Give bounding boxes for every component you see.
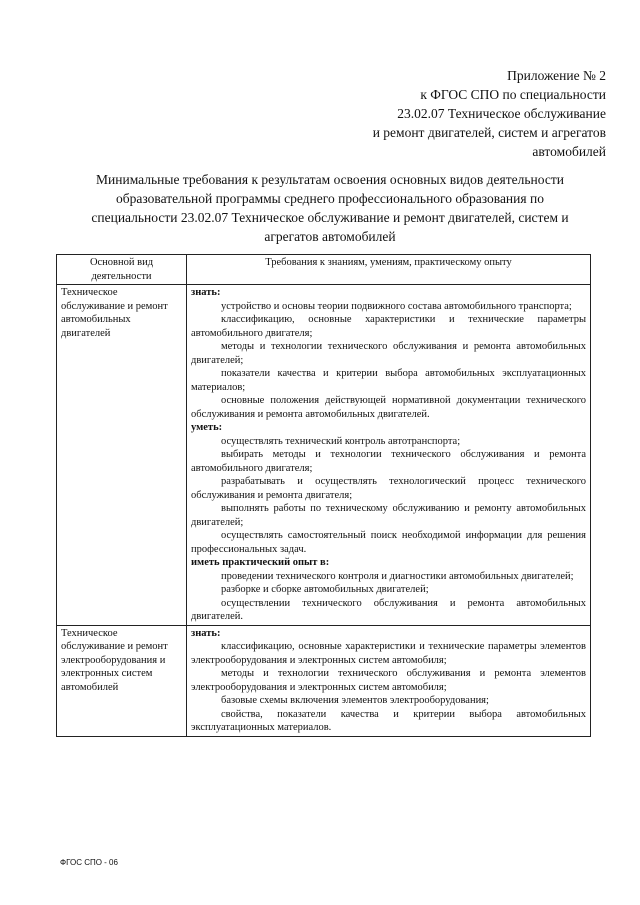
requirements-table bbox=[56, 254, 591, 737]
list-item: осуществлять самостоятельный поиск необходимой информации для решения профессиональных задач. bbox=[191, 530, 586, 555]
requirements-cell bbox=[187, 285, 591, 626]
table-row bbox=[57, 625, 591, 736]
list-item: методы и технологии технического обслуживания и ремонта элементов электрооборудования и электронных систем автомобиля; bbox=[191, 668, 586, 693]
list-item: разборке и сборке автомобильных двигателей; bbox=[221, 584, 429, 595]
appendix-line: к ФГОС СПО по специальности bbox=[420, 87, 606, 102]
appendix-line: и ремонт двигателей, систем и агрегатов bbox=[372, 125, 606, 140]
header-requirements: Требования к знаниям, умениям, практическому опыту bbox=[187, 255, 591, 285]
header-activity: Основной вид деятельности bbox=[57, 255, 187, 285]
list-item: показатели качества и критерии выбора автомобильных эксплуатационных материалов; bbox=[191, 368, 586, 393]
list-item: основные положения действующей нормативной документации технического обслуживания и ремонта автомобильных двигателей. bbox=[191, 395, 586, 420]
footer-code: ФГОС СПО - 06 bbox=[60, 858, 118, 867]
appendix-header bbox=[286, 66, 606, 161]
list-item: осуществлении технического обслуживания и ремонта автомобильных двигателей. bbox=[191, 597, 586, 622]
appendix-line: автомобилей bbox=[532, 144, 606, 159]
section-title-know: знать: bbox=[191, 627, 221, 639]
activity-cell: Техническое обслуживание и ремонт электрооборудования и электронных систем автомобилей bbox=[57, 625, 187, 736]
list-item: классификацию, основные характеристики и технические параметры элементов электрооборудования и электронных систем автомобиля; bbox=[191, 641, 586, 666]
list-item: методы и технологии технического обслуживания и ремонта автомобильных двигателей; bbox=[191, 341, 586, 366]
table-row bbox=[57, 285, 591, 626]
list-item: разрабатывать и осуществлять технологический процесс технического обслуживания и ремонта двигателя; bbox=[191, 476, 586, 501]
title-line: специальности 23.02.07 Техническое обслуживание и ремонт двигателей, систем и bbox=[91, 210, 569, 225]
list-item: проведении технического контроля и диагностики автомобильных двигателей; bbox=[221, 570, 574, 582]
section-title-experience: иметь практический опыт в: bbox=[191, 557, 330, 568]
list-item: свойства, показатели качества и критерии выбора автомобильных эксплуатационных материалов. bbox=[191, 708, 586, 733]
list-item: классификацию, основные характеристики и технические параметры автомобильного двигателя; bbox=[191, 314, 586, 339]
section-title-skills: уметь: bbox=[191, 422, 223, 433]
document-title bbox=[60, 170, 600, 246]
title-line: образовательной программы среднего профессионального образования по bbox=[116, 191, 544, 206]
title-line: агрегатов автомобилей bbox=[264, 229, 396, 244]
appendix-line: Приложение № 2 bbox=[507, 68, 606, 83]
list-item: базовые схемы включения элементов электрооборудования; bbox=[221, 695, 489, 706]
appendix-line: 23.02.07 Техническое обслуживание bbox=[397, 106, 606, 121]
requirements-cell bbox=[187, 625, 591, 736]
section-title-know: знать: bbox=[191, 287, 221, 298]
activity-cell: Техническое обслуживание и ремонт автомобильных двигателей bbox=[57, 285, 187, 626]
list-item: выбирать методы и технологии технического обслуживания и ремонта автомобильного двигателя; bbox=[191, 449, 586, 474]
title-line: Минимальные требования к результатам освоения основных видов деятельности bbox=[96, 172, 564, 187]
list-item: осуществлять технический контроль автотранспорта; bbox=[221, 435, 461, 447]
list-item: выполнять работы по техническому обслуживанию и ремонту автомобильных двигателей; bbox=[191, 503, 586, 528]
table-header-row bbox=[57, 255, 591, 285]
list-item: устройство и основы теории подвижного состава автомобильного транспорта; bbox=[221, 300, 572, 312]
